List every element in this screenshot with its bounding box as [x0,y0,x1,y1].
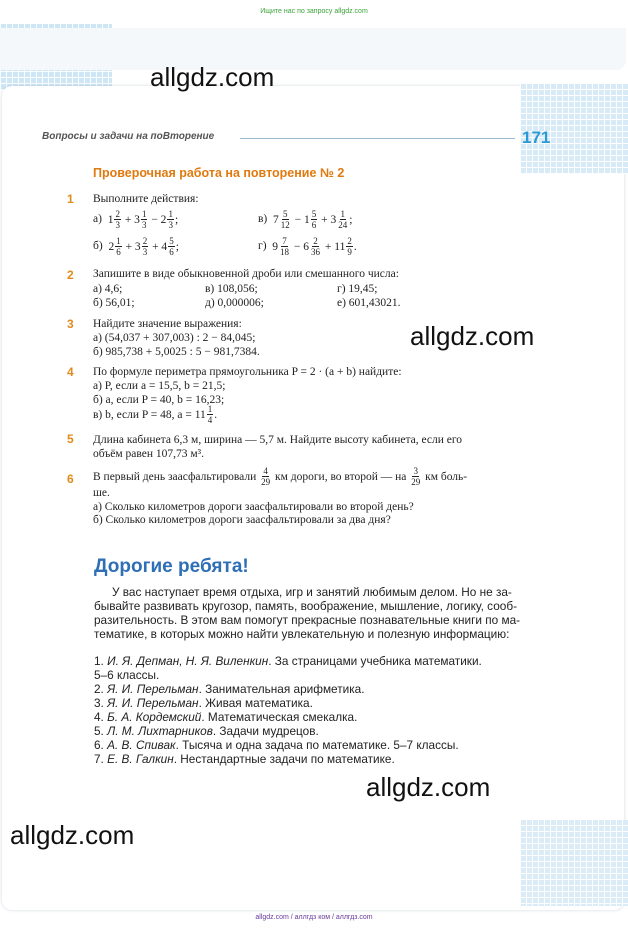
book-item [94,682,364,696]
task-6b: б) Сколько километров дороги заасфальтировали за два дня? [93,514,391,526]
task-1v: в) 7 $\frac{5}{12}$ − 1 $\frac{5}{6}$ + 3 $\frac{1}{24}$ ; [258,209,353,230]
task-2-item: г) 19,45; [337,283,378,295]
book-title: . Математическая смекалка. [201,710,358,724]
book-title: . Живая математика. [198,696,313,710]
book-author: И. Я. Депман, Н. Я. Виленкин [107,654,269,668]
test-title: Проверочная работа на повторение № 2 [93,166,345,180]
book-author: Я. И. Перельман [107,696,199,710]
dear-title: Дорогие ребята! [94,556,249,577]
task-number-3: 3 [67,317,74,331]
book-number: 2. [94,682,104,696]
task-4c-text: в) b, если P = 48, a = 11 [93,408,206,421]
book-title: . За страницами учебника математики. [268,654,482,668]
task-1a-label: а) [93,213,102,226]
task-2-item: е) 601,43021. [337,297,401,309]
book-author: Л. М. Лихтарников [107,724,213,738]
task-3b: б) 985,738 + 5,0025 : 5 − 981,7384. [93,346,260,358]
task-6-line2: ше. [93,487,110,499]
watermark-lower-right: allgdz.com [366,772,491,802]
watermark-bottom-left: allgdz.com [10,820,135,850]
task-6-part2: км дороги, во второй — на [274,470,407,483]
book-number: 4. [94,710,104,724]
task-6-part1: В первый день заасфальтировали [93,470,257,483]
task-6a: а) Сколько километров дороги заасфальтировали во второй день? [93,501,414,513]
dear-para-line: разительность. В этом вам помогут прекрасные познавательные книги по ма- [94,613,521,627]
page-number: 171 [522,128,551,147]
book-title: . Тысяча и одна задача по математике. 5–7 классы. [175,738,459,752]
task-1b-label: б) [93,240,103,253]
dear-para-line: тематике, в которых можно найти увлекательную и полезную информацию: [94,627,510,641]
book-item [94,668,159,682]
task-3-text: Найдите значение выражения: [93,318,242,330]
dear-para-line: У вас наступает время отдыха, игр и занятий любимым делом. Но не за- [112,585,512,599]
watermark-top: allgdz.com [150,62,275,92]
task-1b: б) 2 $\frac{1}{6}$ + 3 $\frac{2}{3}$ + 4 $\frac{5}{6}$ ; [93,236,179,257]
book-author: Я. И. Перельман [107,682,199,696]
task-number-1: 1 [67,192,74,206]
dear-para-line: бывайте развивать кругозор, память, воображение, мышление, логику, сооб- [94,599,518,613]
bottom-note[interactable]: allgdz.com / аллгдз ком / аллгдз.com [255,914,373,921]
task-5-line2: объём равен 107,73 м³. [93,448,204,460]
task-number-2: 2 [67,268,74,282]
book-item [94,710,357,724]
task-4-text: По формуле периметра прямоугольника P = 2 · (a + b) найдите: [93,366,402,378]
book-item [94,752,395,766]
task-1a: а) 1 $\frac{2}{3}$ + 3 $\frac{1}{3}$ − 2 $\frac{1}{3}$ ; [93,209,179,230]
top-note[interactable]: Ищите нас по запросу allgdz.com [260,8,368,15]
book-number: 3. [94,696,104,710]
task-4a: а) P, если a = 15,5, b = 21,5; [93,380,226,392]
task-2-item: б) 56,01; [93,297,135,309]
watermark-middle: allgdz.com [410,321,535,351]
book-title: . Нестандартные задачи по математике. [173,752,395,766]
book-author: Б. А. Кордемский [107,710,202,724]
task-2-text: Запишите в виде обыкновенной дроби или смешанного числа: [93,268,399,280]
book-title: . Занимательная арифметика. [198,682,365,696]
task-3a: а) (54,037 + 307,003) : 2 − 84,045; [93,332,256,344]
book-author: Е. В. Галкин [107,752,174,766]
task-1v-label: в) [258,213,268,226]
book-number: 1. [94,654,104,668]
task-6-part3: км боль- [425,470,468,483]
book-item [94,696,313,710]
task-6-line1: В первый день заасфальтировали $\frac{4}{29}$ км дороги, во второй — на $\frac{3}{29}$ км боль- [93,466,468,487]
book-item [94,738,459,752]
book-number: 7. [94,752,104,766]
book-title: 5–6 классы. [94,668,160,682]
book-item [94,654,482,668]
book-number: 6. [94,738,104,752]
book-item [94,724,319,738]
task-1g: г) 9 $\frac{7}{18}$ − 6 $\frac{2}{36}$ + 11 $\frac{2}{9}$ . [258,236,357,257]
task-number-4: 4 [67,365,74,379]
section-title: Вопросы и задачи на поВторение [42,131,215,142]
decorative-grid-bottom-right [520,820,628,906]
book-author: А. В. Спивак [107,738,176,752]
top-card-strip [0,28,626,70]
task-1g-label: г) [258,240,267,253]
book-title: . Задачи мудрецов. [212,724,319,738]
header-divider [240,138,515,139]
book-number: 5. [94,724,104,738]
task-5-line1: Длина кабинета 6,3 м, ширина — 5,7 м. Найдите высоту кабинета, если его [93,434,463,446]
task-number-6: 6 [67,472,74,486]
task-2-item: д) 0,000006; [205,297,264,309]
task-number-5: 5 [67,432,74,446]
task-2-item: а) 4,6; [93,283,123,295]
task-2-item: в) 108,056; [205,283,258,295]
task-4b: б) a, если P = 40, b = 16,23; [93,394,225,406]
task-4c: в) b, если P = 48, a = 11 $\frac{1}{4}$ . [93,404,218,425]
task-1-text: Выполните действия: [93,193,199,205]
